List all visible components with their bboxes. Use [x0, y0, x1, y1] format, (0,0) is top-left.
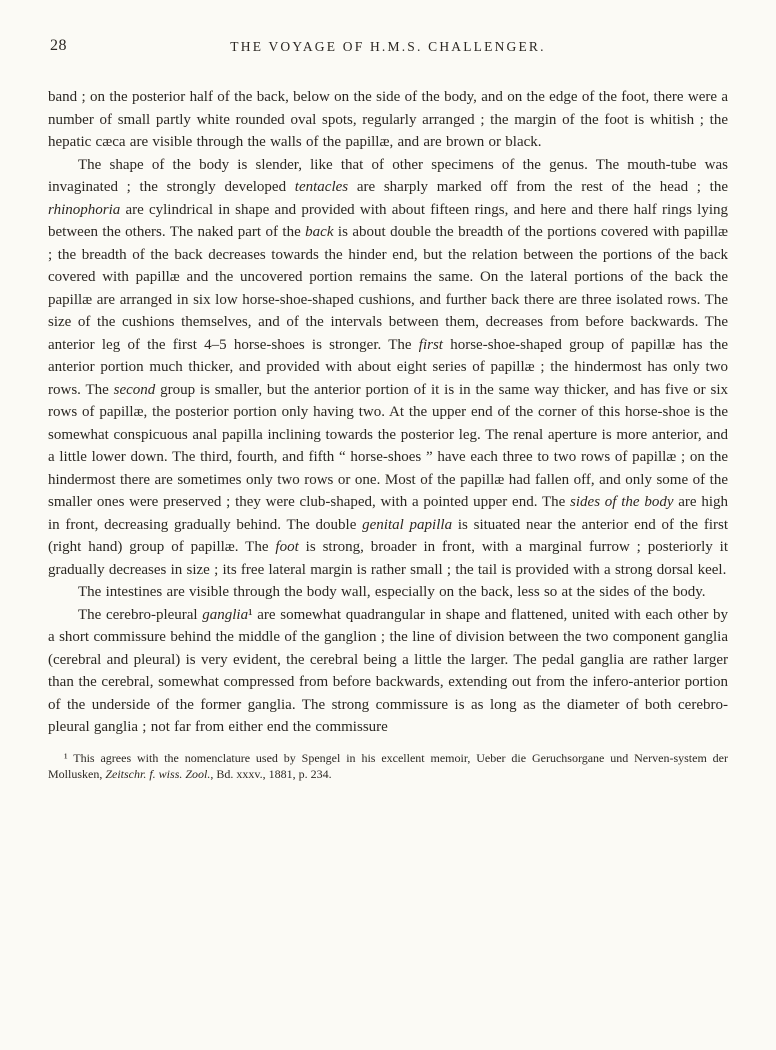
- running-head: [48, 36, 728, 60]
- text-segment: is situated near the anterior end of the first (right hand) group of papillæ. The: [48, 516, 729, 555]
- page-number: 28: [50, 37, 67, 54]
- text-segment: is strong, broader in front, with a marginal furrow ; posteriorly it gradually decreases in size ; its free lateral margin is rather small ; the tail is provided with a strong dorsal keel.: [48, 539, 728, 578]
- italic-text: tentacles: [294, 179, 349, 195]
- paragraph-1: [48, 86, 728, 154]
- text-segment: are high in front, decreasing gradually behind. The double: [48, 494, 728, 533]
- italic-text: genital papilla: [362, 516, 453, 533]
- text-segment: horse-shoe-shaped group of papillæ has the anterior portion much thicker, and provided with about eight series of papillæ ; the hindermost has only two rows. The: [48, 336, 728, 398]
- text-segment: are cylindrical in shape and provided with about fifteen rings, and here and there half rings lying between the others. The naked part of the: [48, 201, 728, 240]
- paragraph-2: [48, 154, 728, 582]
- text-segment: , Bd. xxxv., 1881, p. 234.: [210, 767, 332, 781]
- text-segment: is about double the breadth of the portions covered with papillæ ; the breadth of the back decreases towards the hinder end, but the relation between the portions of the back covered with papillæ and the uncovered portion remains the same. On the lateral portions of the back the papillæ are arranged in six low horse-shoe-shaped cushions, and further back there are three isolated rows. The size of the cushions themselves, and of the intervals between them, decreases from before backwards. The anterior leg of the first 4–5 horse-shoes is stronger. The: [48, 224, 728, 353]
- text-segment: The cerebro-pleural: [78, 606, 203, 623]
- footnote-text: [48, 750, 728, 783]
- running-title: THE VOYAGE OF H.M.S. CHALLENGER.: [230, 39, 546, 54]
- italic-text: back: [305, 224, 334, 240]
- paragraph-4: [48, 604, 728, 739]
- text-segment: The shape of the body is slender, like that of other specimens of the genus. The mouth-tube was invaginated ; the strongly developed: [48, 156, 728, 195]
- italic-text: sides of the body: [570, 494, 674, 510]
- text-segment: band ; on the posterior half of the back, below on the side of the body, and on the edge of the foot, there were a number of small partly white rounded oval spots, regularly arranged ; the margin of the foot is whitish ; the hepatic cæca are visible through the walls of the papillæ, and are brown or black.: [48, 89, 728, 150]
- footnote: [48, 750, 728, 783]
- text-segment: are sharply marked off from the rest of the head ; the: [348, 179, 728, 195]
- italic-text: second: [113, 381, 156, 398]
- italic-text: foot: [275, 539, 299, 555]
- text-block: [48, 86, 728, 739]
- italic-text: rhinophoria: [48, 201, 121, 218]
- italic-text: first: [418, 336, 443, 353]
- italic-text: ganglia: [202, 606, 249, 623]
- text-segment: The intestines are visible through the body wall, especially on the back, less so at the sides of the body.: [78, 584, 706, 600]
- text-segment: ¹ are somewhat quadrangular in shape and flattened, united with each other by a short commissure behind the middle of the ganglion ; the line of division between the two component ganglia (cerebral and pleural) is very evident, the cerebral being a little the larger. The pedal ganglia are rather larger than the cerebral, somewhat compressed from before backwards, extending out from the infero-anterior portion of the underside of the former ganglia. The strong commissure is as long as the diameter of both cerebro-pleural ganglia ; not far from either end the commissure: [48, 606, 728, 735]
- italic-text: Zeitschr. f. wiss. Zool.: [105, 767, 211, 781]
- paragraph-3: [48, 581, 728, 604]
- text-segment: ¹ This agrees with the nomenclature used by Spengel in his excellent memoir, Ueber die Geruchsorgane und Nerven-system der Mollusken,: [48, 750, 728, 781]
- text-segment: group is smaller, but the anterior portion of it is in the same way thicker, and has five or six rows of papillæ, the posterior portion only having two. At the upper end of the corner of this horse-shoe is the somewhat conspicuous anal papilla inclining towards the posterior leg. The renal aperture is more anterior, and a little lower down. The third, fourth, and fifth “ horse-shoes ” have each three to two rows of papillæ ; on the hindermost there are sometimes only two rows or one. Most of the papillæ had fallen off, and only some of the smaller ones were preserved ; they were club-shaped, with a pointed upper end. The: [48, 381, 728, 510]
